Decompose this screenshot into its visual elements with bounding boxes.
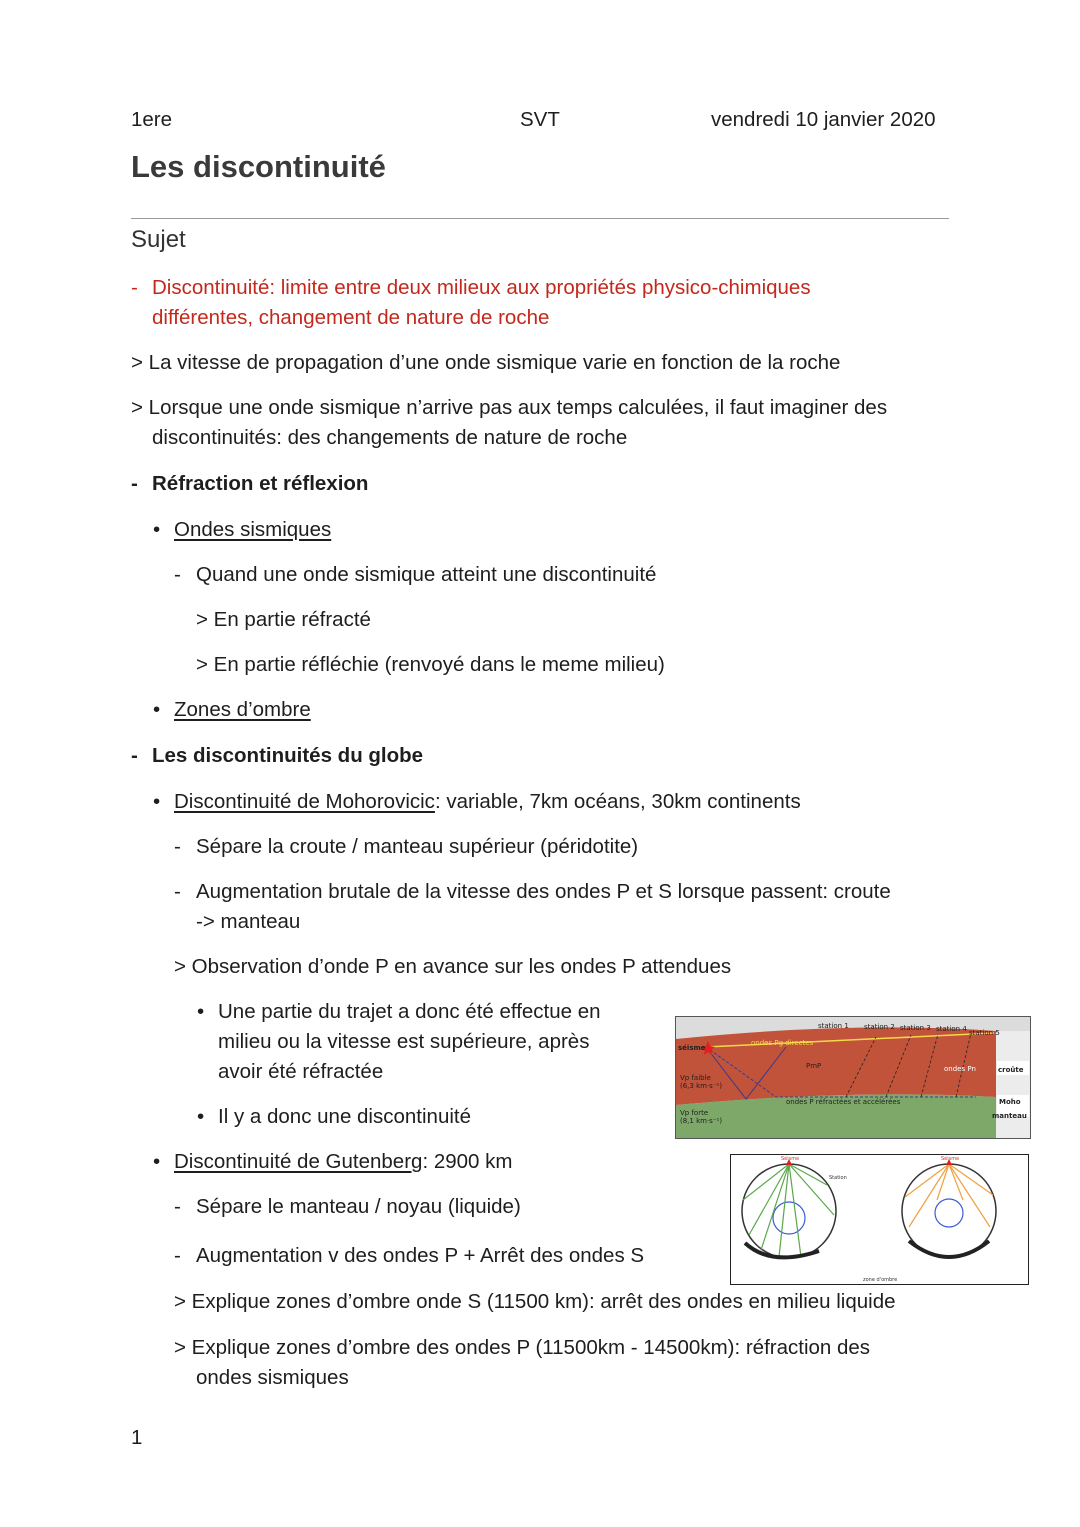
fig1-pn: ondes Pn	[944, 1065, 976, 1073]
text-quand-onde: Quand une onde sismique atteint une discontinuité	[196, 563, 657, 586]
fig1-vp-faible: Vp faible	[680, 1074, 711, 1082]
bullet-dot: •	[197, 1000, 205, 1023]
fig1-moho: Moho	[999, 1098, 1021, 1106]
guten-ombre-p-line-1: > Explique zones d’ombre des ondes P (11500km - 14500km): réfraction des	[174, 1336, 871, 1359]
fig2-legend: zone d'ombre	[863, 1277, 898, 1283]
dash-bullet: -	[174, 880, 181, 903]
bullet-dot: •	[197, 1105, 205, 1128]
bullet-dot: •	[153, 790, 161, 813]
moho-detail: : variable, 7km océans, 30km continents	[434, 790, 801, 813]
section-subtitle: Sujet	[131, 226, 186, 253]
section-heading-refraction: Réfraction et réflexion	[152, 472, 369, 495]
guten-label: Discontinuité de Gutenberg	[174, 1150, 423, 1173]
bullet-dot: •	[153, 698, 161, 721]
page-title: Les discontinuité	[131, 149, 386, 184]
fig1-station-5: station 5	[969, 1029, 1000, 1037]
guten-detail: : 2900 km	[422, 1150, 513, 1173]
dash-bullet: -	[131, 744, 138, 767]
fig1-station-1: station 1	[818, 1022, 849, 1030]
fig1-station-3: station 3	[900, 1024, 931, 1032]
dash-bullet: -	[131, 276, 138, 299]
guten-ombre-s: > Explique zones d’ombre onde S (11500 km): arrêt des ondes en milieu liquide	[174, 1290, 896, 1313]
fig2-station: Station	[829, 1175, 847, 1181]
guten-separe: Sépare le manteau / noyau (liquide)	[196, 1195, 521, 1218]
fig1-manteau: manteau	[992, 1112, 1027, 1120]
fig1-seisme: séisme	[678, 1044, 706, 1052]
moho-partie-line-3: avoir été réfractée	[218, 1060, 384, 1083]
header-subject: SVT	[520, 108, 560, 131]
topic-zones-ombre: Zones d’ombre	[174, 698, 311, 721]
moho-ilya: Il y a donc une discontinuité	[218, 1105, 471, 1128]
moho-partie-line-1: Une partie du trajet a donc été effectue en	[218, 1000, 601, 1023]
dash-bullet: -	[174, 1244, 181, 1267]
guten-augm: Augmentation v des ondes P + Arrêt des ondes S	[196, 1244, 645, 1267]
shadow-zone-diagram	[730, 1154, 1029, 1285]
fig1-pmp: PmP	[806, 1062, 822, 1070]
fig1-vp-forte: Vp forte	[680, 1109, 709, 1117]
moho-separe: Sépare la croute / manteau supérieur (péridotite)	[196, 835, 639, 858]
section-heading-globe: Les discontinuités du globe	[152, 744, 424, 767]
header-class: 1ere	[131, 108, 173, 131]
moho-partie-line-2: milieu ou la vitesse est supérieure, après	[218, 1030, 590, 1053]
arrow-note-1: > La vitesse de propagation d’une onde sismique varie en fonction de la roche	[131, 351, 841, 374]
dash-bullet: -	[174, 563, 181, 586]
moho-augm-line-1: Augmentation brutale de la vitesse des ondes P et S lorsque passent: croute	[196, 880, 891, 903]
dash-bullet: -	[131, 472, 138, 495]
bullet-dot: •	[153, 1150, 161, 1173]
definition-line-2: différentes, changement de nature de roche	[152, 306, 550, 329]
fig1-vp-forte-val: (8,1 km·s⁻¹)	[680, 1117, 723, 1125]
text-refracte: > En partie réfracté	[196, 608, 371, 631]
moho-diagram	[675, 1016, 1031, 1139]
guten-ombre-p-line-2: ondes sismiques	[196, 1366, 349, 1389]
definition-line-1: Discontinuité: limite entre deux milieux aux propriétés physico-chimiques	[152, 276, 811, 299]
page-number: 1	[131, 1426, 143, 1449]
moho-label: Discontinuité de Mohorovicic	[174, 790, 435, 813]
dash-bullet: -	[174, 1195, 181, 1218]
dash-bullet: -	[174, 835, 181, 858]
fig2-seisme-left: Séisme	[781, 1156, 800, 1162]
header-date: vendredi 10 janvier 2020	[711, 108, 936, 131]
moho-observation: > Observation d’onde P en avance sur les ondes P attendues	[174, 955, 732, 978]
arrow-note-2-line-1: > Lorsque une onde sismique n’arrive pas aux temps calculées, il faut imaginer des	[131, 396, 888, 419]
fig2-seisme-right: Séisme	[941, 1156, 960, 1162]
title-divider	[131, 218, 949, 219]
fig1-station-2: station 2	[864, 1023, 895, 1031]
fig1-direct: ondes Pg directes	[751, 1039, 814, 1047]
arrow-note-2-line-2: discontinuités: des changements de nature de roche	[152, 426, 628, 449]
moho-line	[174, 787, 801, 817]
text-reflechie: > En partie réfléchie (renvoyé dans le meme milieu)	[196, 653, 665, 676]
guten-line	[174, 1147, 512, 1177]
fig1-station-4: station 4	[936, 1025, 967, 1033]
bullet-dot: •	[153, 518, 161, 541]
fig1-refractees: ondes P réfractées et accélérées	[786, 1098, 901, 1106]
fig1-croute: croûte	[998, 1066, 1024, 1074]
fig1-vp-faible-val: (6,3 km·s⁻¹)	[680, 1082, 723, 1090]
topic-ondes-sismiques: Ondes sismiques	[174, 518, 332, 541]
moho-augm-line-2: -> manteau	[196, 910, 301, 933]
